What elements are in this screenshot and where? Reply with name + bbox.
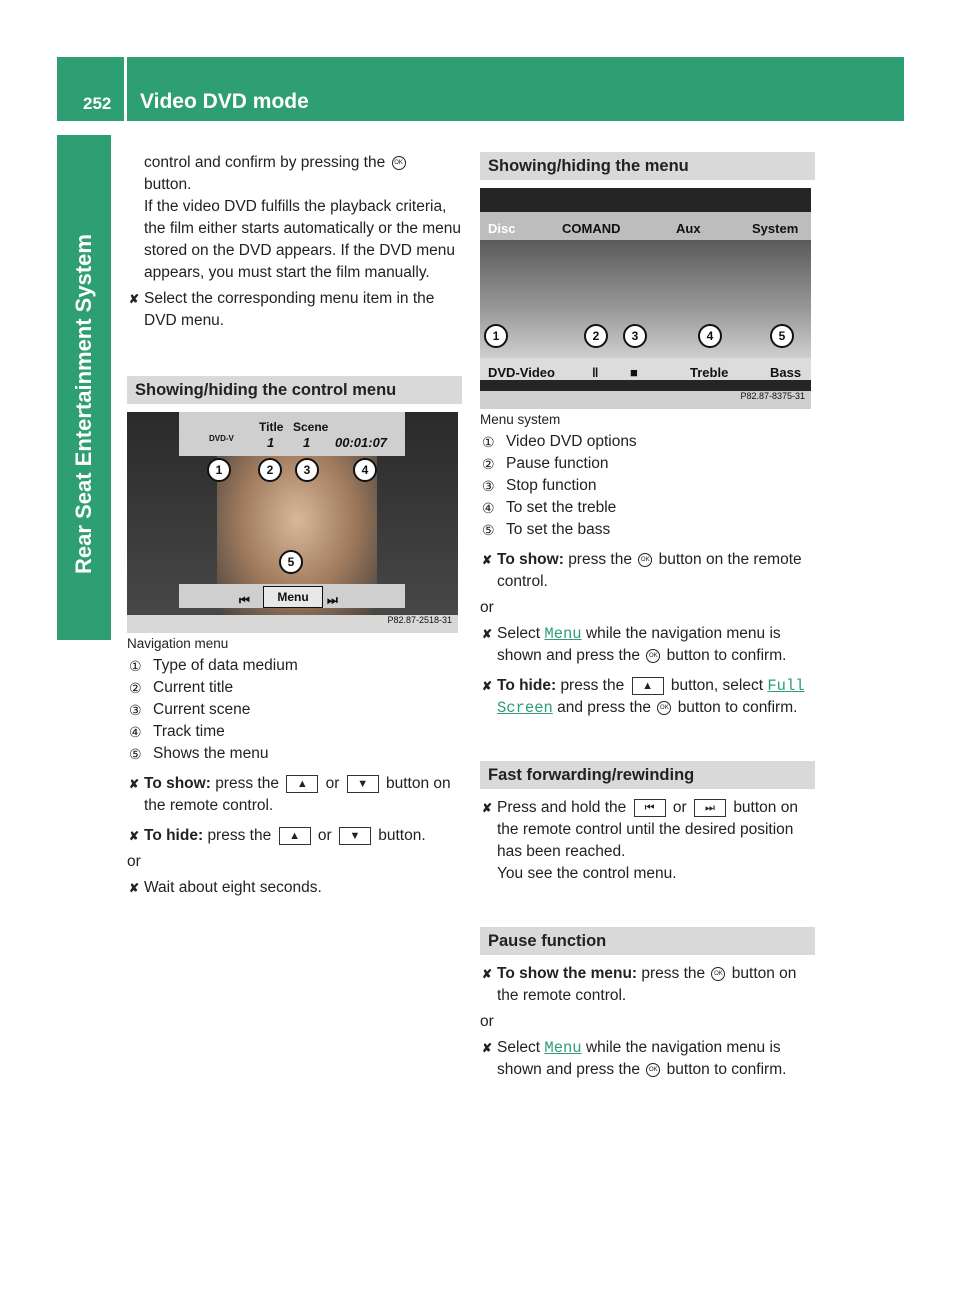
legend-list xyxy=(480,431,815,541)
step-arrow-icon: ✘ xyxy=(129,881,140,895)
legend-item: ② Pause function xyxy=(482,455,609,472)
osd-label-scene: Scene xyxy=(293,420,329,434)
menu-button: Menu xyxy=(263,586,323,608)
menu-item-treble: Treble xyxy=(690,365,729,380)
callout-5: 5 xyxy=(279,550,303,574)
up-key-icon: ▲ xyxy=(632,677,664,695)
ok-button-icon: OK xyxy=(646,649,660,663)
callout-3: 3 xyxy=(295,458,319,482)
figure-code: P82.87-8375-31 xyxy=(740,391,805,401)
title-value: 1 xyxy=(267,435,275,450)
intro-paragraph xyxy=(127,152,462,284)
menu-item-bass: Bass xyxy=(770,365,802,380)
section-heading: Showing/hiding the control menu xyxy=(127,376,462,404)
intro-text-c: If the video DVD fulfills the playback criteria, the film either starts automatically or the menu stored on the DVD appears. If the DVD menu appears, you must start the film manually. xyxy=(144,198,462,281)
prev-icon: ⏮ xyxy=(239,593,250,607)
step-arrow-icon: ✘ xyxy=(482,679,493,693)
menu-link: Menu xyxy=(544,625,582,643)
section-heading: Fast forwarding/rewinding xyxy=(480,761,815,789)
ok-button-icon: OK xyxy=(711,967,725,981)
legend-item: ④ To set the treble xyxy=(482,499,617,516)
up-key-icon: ▲ xyxy=(279,827,311,845)
ok-button-icon: OK xyxy=(657,701,671,715)
legend-item: ⑤ Shows the menu xyxy=(129,745,269,762)
ok-button-icon: OK xyxy=(392,156,406,170)
callout-1: 1 xyxy=(484,324,508,348)
media-type-label: DVD-V xyxy=(209,434,234,443)
next-icon: ⏭ xyxy=(327,593,338,607)
ok-button-icon: OK xyxy=(638,553,652,567)
tab-comand: COMAND xyxy=(562,221,621,236)
step-arrow-icon: ✘ xyxy=(482,967,493,981)
step-select-menu: ✘ Select Menu while the navigation menu is shown and press the OK button to confirm. xyxy=(482,625,787,664)
intro-text-b: button. xyxy=(144,176,192,193)
step-arrow-icon: ✘ xyxy=(482,1041,493,1055)
step-fast-forward: ✘ Press and hold the ⏮ or ⏭ button on the remote control until the desired position has been reached. You see the control menu. xyxy=(482,799,798,882)
step-to-hide: ✘ To hide: press the ▲ or ▼ button. xyxy=(127,825,462,847)
step-arrow-icon: ✘ xyxy=(129,292,140,306)
left-column xyxy=(127,152,462,899)
side-square xyxy=(57,588,111,640)
callout-2: 2 xyxy=(584,324,608,348)
step-wait: ✘ Wait about eight seconds. xyxy=(127,877,462,899)
down-key-icon: ▼ xyxy=(347,775,379,793)
track-time: 00:01:07 xyxy=(335,435,388,450)
step-select-menu: ✘ Select Menu while the navigation menu is shown and press the OK button to confirm. xyxy=(482,1039,787,1078)
step-to-hide: ✘ To hide: press the ▲ button, select Full Screen and press the OK button to confirm. xyxy=(482,677,805,717)
step-arrow-icon: ✘ xyxy=(482,627,493,641)
legend-item: ② Current title xyxy=(129,679,234,696)
menu-link: Menu xyxy=(544,1039,582,1057)
step-arrow-icon: ✘ xyxy=(129,777,140,791)
legend-list xyxy=(127,655,462,765)
menu-item-dvd-video: DVD-Video xyxy=(488,365,555,380)
callout-4: 4 xyxy=(353,458,377,482)
legend-item: ⑤ To set the bass xyxy=(482,521,611,538)
step-to-show: ✘ To show: press the OK button on the remote control. xyxy=(482,551,802,590)
step-text: Select the corresponding menu item in the DVD menu. xyxy=(144,290,435,329)
legend-item: ③ Stop function xyxy=(482,477,597,494)
right-column xyxy=(480,152,815,1081)
page-title: Video DVD mode xyxy=(140,90,309,113)
legend-item: ① Video DVD options xyxy=(482,433,637,450)
intro-text: control and confirm by pressing the xyxy=(144,154,386,171)
section-heading: Pause function xyxy=(480,927,815,955)
or-text: or xyxy=(480,1013,494,1030)
tab-system: System xyxy=(752,221,799,236)
side-label: Rear Seat Entertainment System xyxy=(71,234,96,574)
step-select xyxy=(127,288,462,332)
section-heading: Showing/hiding the menu xyxy=(480,152,815,180)
legend-item: ① Type of data medium xyxy=(129,657,298,674)
page-number: 252 xyxy=(83,94,112,113)
callout-1: 1 xyxy=(207,458,231,482)
forward-key-icon: ⏭ xyxy=(694,799,726,817)
osd-label-title: Title xyxy=(259,420,284,434)
or-text: or xyxy=(127,853,141,870)
figure-caption: Navigation menu xyxy=(127,636,229,651)
or-text: or xyxy=(480,599,494,616)
tab-disc: Disc xyxy=(488,221,516,236)
tab-aux: Aux xyxy=(676,221,701,236)
header-divider xyxy=(124,57,127,121)
menu-item-stop: ■ xyxy=(630,365,638,380)
menu-item-pause: ‖ xyxy=(592,365,599,380)
legend-item: ④ Track time xyxy=(129,723,225,740)
callout-4: 4 xyxy=(698,324,722,348)
up-key-icon: ▲ xyxy=(286,775,318,793)
legend-item: ③ Current scene xyxy=(129,701,251,718)
menu-system-figure xyxy=(480,188,811,409)
scene-value: 1 xyxy=(303,435,311,450)
figure-code: P82.87-2518-31 xyxy=(387,615,452,625)
step-to-show: ✘ To show: press the ▲ or ▼ button on the remote control. xyxy=(129,775,451,814)
rewind-key-icon: ⏮ xyxy=(634,799,666,817)
callout-2: 2 xyxy=(258,458,282,482)
down-key-icon: ▼ xyxy=(339,827,371,845)
ok-button-icon: OK xyxy=(646,1063,660,1077)
callout-3: 3 xyxy=(623,324,647,348)
full-screen-link: Full Screen xyxy=(497,677,805,717)
step-show-menu: ✘ To show the menu: press the OK button on the remote control. xyxy=(482,965,797,1004)
callout-5: 5 xyxy=(770,324,794,348)
step-arrow-icon: ✘ xyxy=(482,553,493,567)
step-arrow-icon: ✘ xyxy=(482,801,493,815)
step-arrow-icon: ✘ xyxy=(129,829,140,843)
figure-caption: Menu system xyxy=(480,412,561,427)
navigation-menu-figure xyxy=(127,412,458,633)
